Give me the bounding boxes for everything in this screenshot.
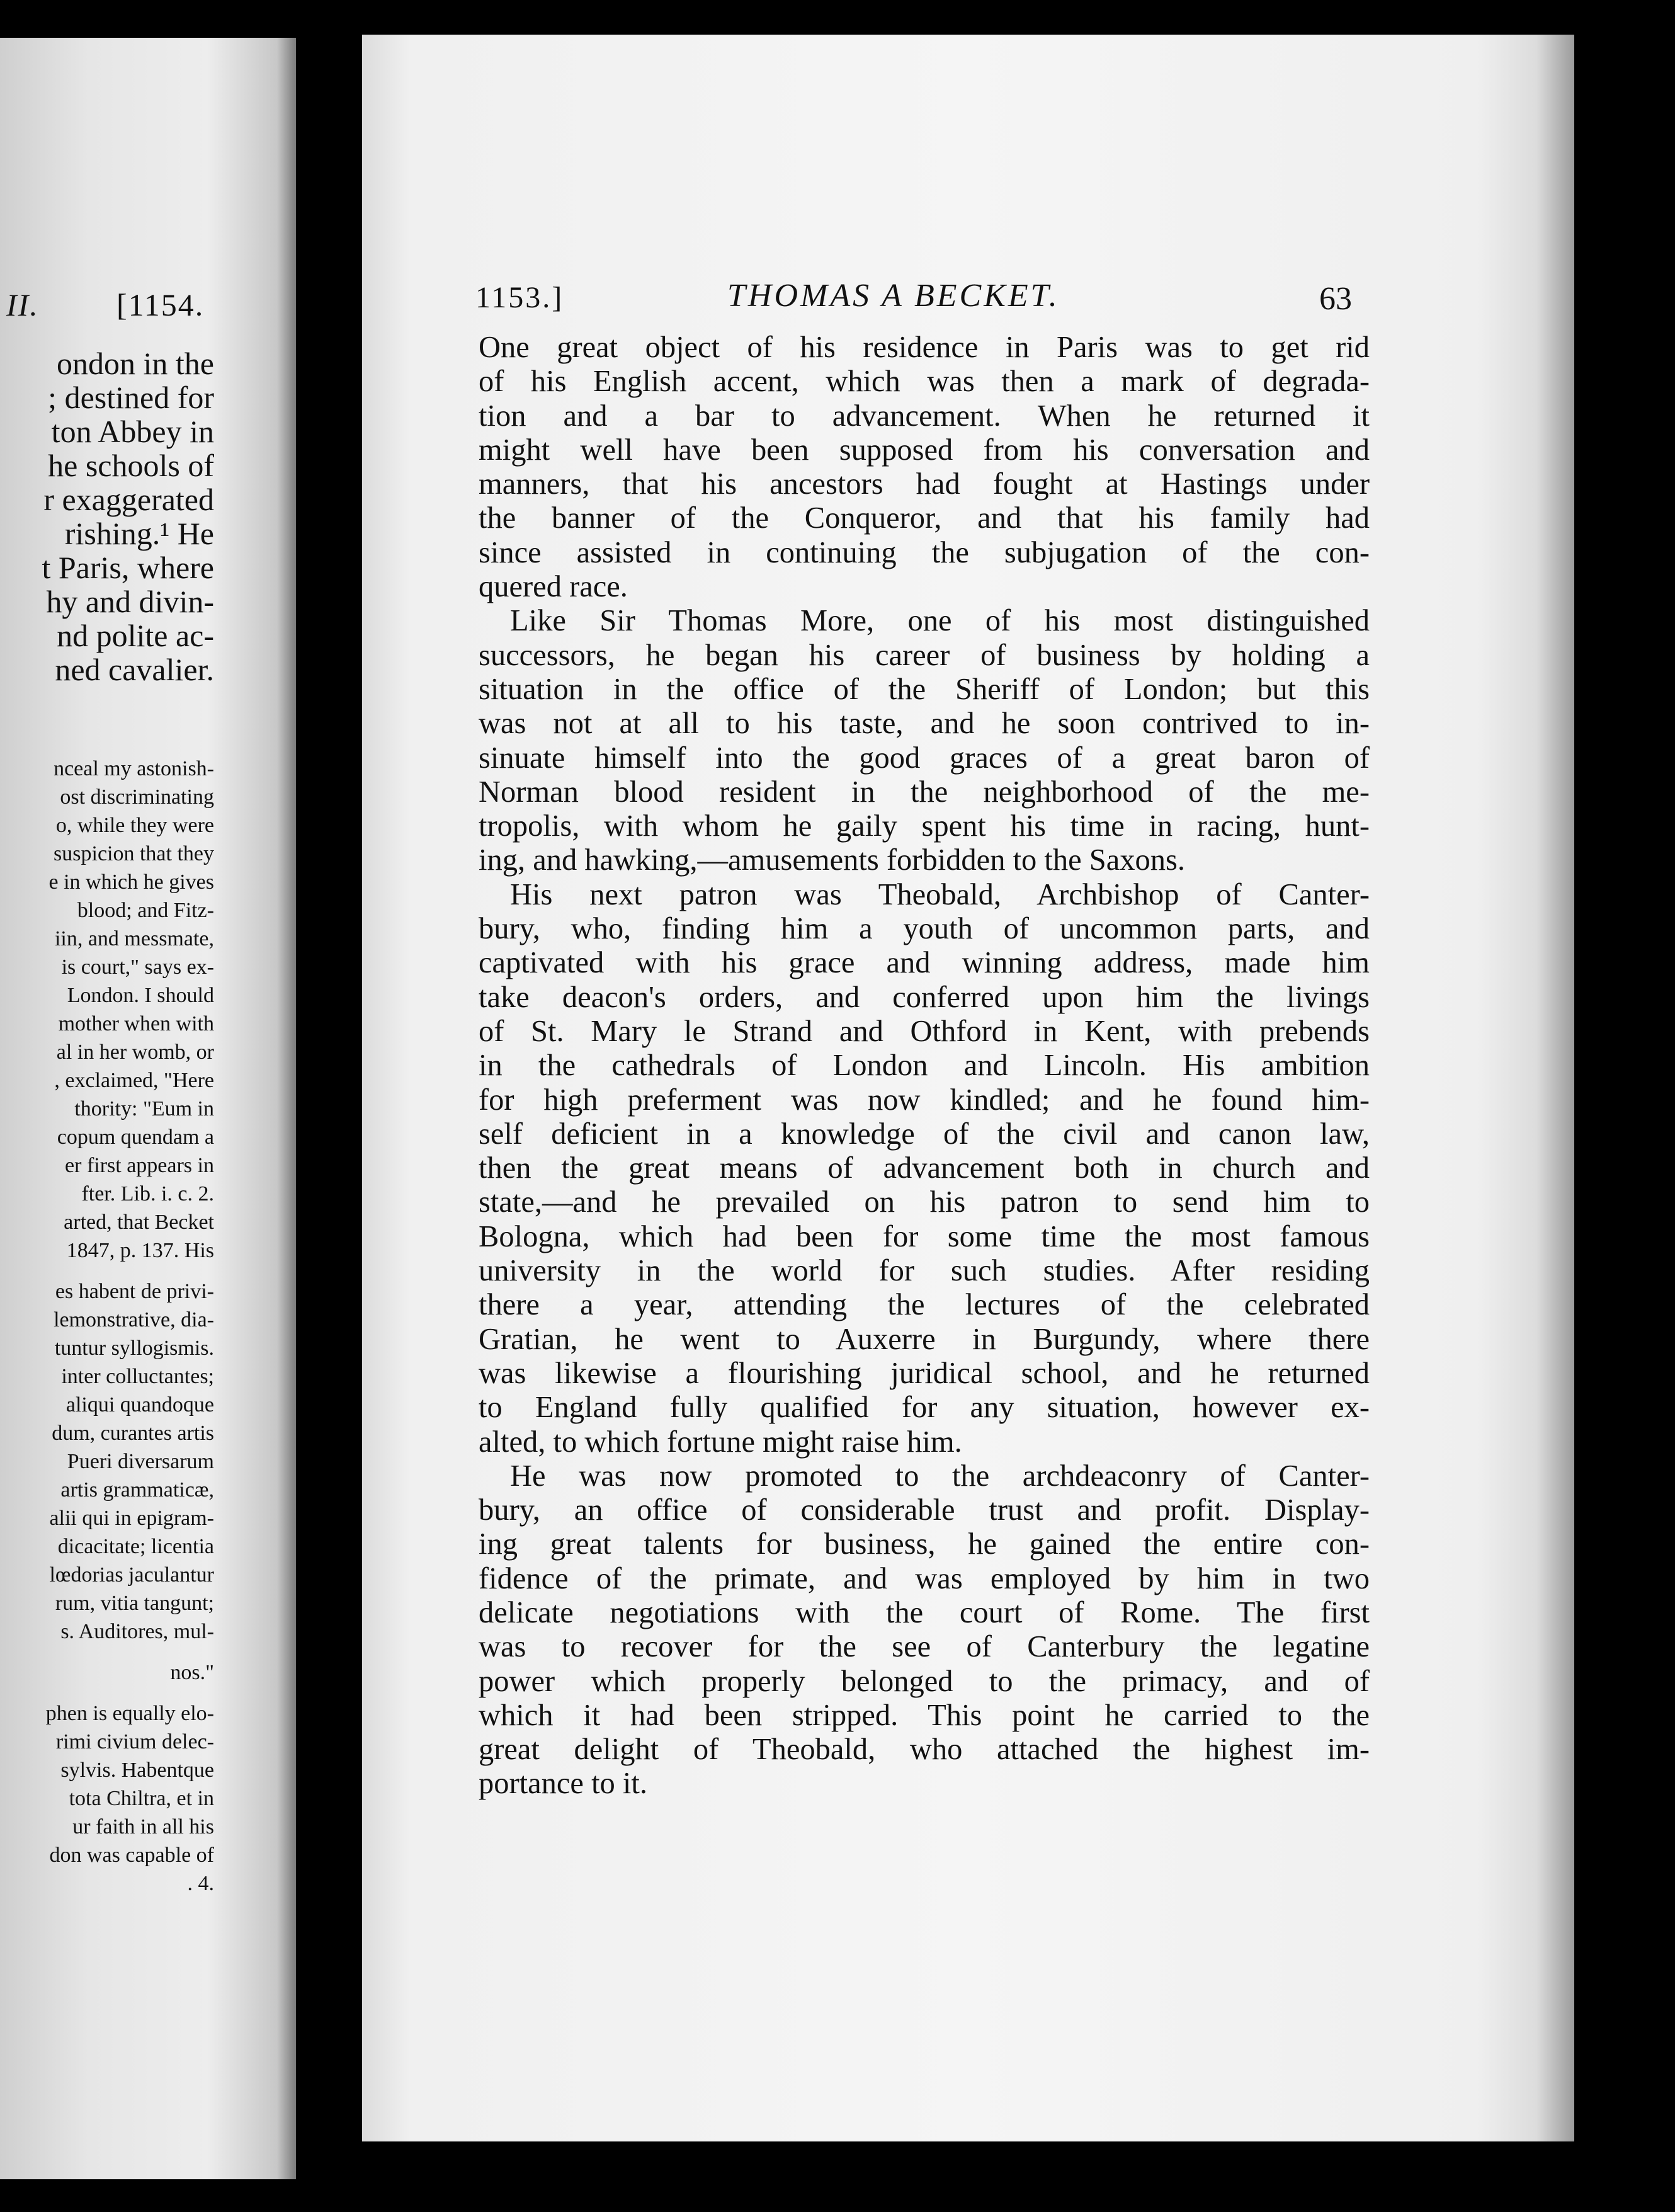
footnote-gap bbox=[0, 1646, 214, 1658]
text-line: fidence of the primate, and was employed by him in two bbox=[479, 1561, 1370, 1595]
footnote-gap bbox=[0, 1265, 214, 1277]
text-line: manners, that his ancestors had fought at Hastings under bbox=[479, 467, 1370, 501]
text-line: Bologna, which had been for some time the most famous bbox=[479, 1219, 1370, 1253]
left-footnote-line: , exclaimed, "Here bbox=[54, 1069, 214, 1092]
left-footnote-line: fter. Lib. i. c. 2. bbox=[81, 1182, 214, 1206]
text-line: His next patron was Theobald, Archbishop of Canter- bbox=[510, 877, 1370, 911]
left-footnote-line: rimi civium delec- bbox=[55, 1730, 214, 1753]
left-footnote-line: alii qui in epigram- bbox=[49, 1507, 214, 1530]
left-footnote-line: sylvis. Habentque bbox=[60, 1759, 214, 1782]
left-footnote-line: phen is equally elo- bbox=[45, 1702, 214, 1725]
left-body-text bbox=[0, 346, 214, 687]
text-line: bury, an office of considerable trust and profit. Display- bbox=[479, 1493, 1370, 1527]
left-footnote-line: blood; and Fitz- bbox=[77, 899, 214, 922]
right-page bbox=[362, 35, 1574, 2141]
text-line: to England fully qualified for any situation, however ex- bbox=[479, 1391, 1370, 1425]
text-line: there a year, attending the lectures of the celebrated bbox=[479, 1288, 1370, 1322]
text-line: He was now promoted to the archdeaconry of Canter- bbox=[510, 1459, 1370, 1493]
text-line: ing great talents for business, he gained the entire con- bbox=[479, 1527, 1370, 1561]
left-footnote-line: copum quendam a bbox=[57, 1126, 214, 1149]
left-footnote-line: 1847, p. 137. His bbox=[66, 1239, 214, 1262]
left-footnote-line: London. I should bbox=[67, 984, 214, 1007]
text-line: Like Sir Thomas More, one of his most distinguished bbox=[510, 604, 1370, 638]
left-footnote-line: tuntur syllogismis. bbox=[54, 1337, 214, 1360]
text-line: situation in the office of the Sheriff of London; but this bbox=[479, 672, 1370, 706]
text-line: which it had been stripped. This point he carried to the bbox=[479, 1698, 1370, 1732]
left-footnote-line: ost discriminating bbox=[60, 785, 214, 809]
left-footnote-line: inter colluctantes; bbox=[61, 1365, 214, 1388]
text-line: of his English accent, which was then a mark of degrada- bbox=[479, 365, 1370, 399]
left-footnote-line: e in which he gives bbox=[48, 870, 214, 894]
text-line: was to recover for the see of Canterbury the legatine bbox=[479, 1630, 1370, 1664]
left-body-line: he schools of bbox=[48, 448, 214, 483]
right-page-edge-shadow bbox=[1536, 35, 1574, 2141]
left-footnote-line: aliqui quandoque bbox=[65, 1393, 214, 1417]
body-text bbox=[479, 331, 1370, 1801]
left-body-line: ton Abbey in bbox=[51, 414, 214, 449]
text-line: since assisted in continuing the subjugation of the con- bbox=[479, 535, 1370, 569]
running-head-year: 1153.] bbox=[475, 281, 564, 314]
left-running-head-year: [1154. bbox=[116, 287, 205, 322]
text-line: Norman blood resident in the neighborhood of the me- bbox=[479, 775, 1370, 809]
left-footnote-line: Pueri diversarum bbox=[67, 1450, 214, 1473]
left-footnote-line: s. Auditores, mul- bbox=[60, 1620, 214, 1643]
text-line: of St. Mary le Strand and Othford in Kent, with prebends bbox=[479, 1014, 1370, 1048]
left-footnote-line: arted, that Becket bbox=[64, 1211, 214, 1234]
text-line: for high preferment was now kindled; and he found him- bbox=[479, 1083, 1370, 1117]
left-body-line: hy and divin- bbox=[46, 584, 214, 619]
left-footnote-line: is court," says ex- bbox=[61, 955, 214, 979]
text-line: take deacon's orders, and conferred upon him the livings bbox=[479, 980, 1370, 1014]
left-running-head-title: II. bbox=[6, 287, 39, 322]
left-footnote-line: mother when with bbox=[58, 1012, 214, 1035]
text-line: quered race. bbox=[479, 570, 628, 604]
text-line: ing, and hawking,—amusements forbidden to the Saxons. bbox=[479, 843, 1186, 877]
left-body-line: ned cavalier. bbox=[55, 652, 214, 687]
footnote-gap bbox=[0, 1687, 214, 1699]
left-footnote-line: lœdorias jaculantur bbox=[49, 1563, 214, 1587]
text-line: bury, who, finding him a youth of uncommon parts, and bbox=[479, 912, 1370, 946]
text-line: captivated with his grace and winning address, made him bbox=[479, 946, 1370, 980]
text-line: tion and a bar to advancement. When he returned it bbox=[479, 399, 1370, 433]
left-footnote-line: . 4. bbox=[187, 1872, 214, 1895]
left-body-line: ondon in the bbox=[57, 346, 214, 381]
text-line: tropolis, with whom he gaily spent his time in racing, hunt- bbox=[479, 809, 1370, 843]
text-line: the banner of the Conqueror, and that his family had bbox=[479, 501, 1370, 535]
text-line: portance to it. bbox=[479, 1767, 648, 1801]
left-body-line: r exaggerated bbox=[43, 482, 214, 517]
left-footnote-line: iin, and messmate, bbox=[54, 927, 214, 950]
text-line: in the cathedrals of London and Lincoln. His ambition bbox=[479, 1049, 1370, 1083]
left-body-line: ; destined for bbox=[48, 380, 214, 415]
left-page-fragment bbox=[0, 38, 296, 2179]
text-line: was likewise a flourishing juridical school, and he returned bbox=[479, 1356, 1370, 1390]
left-footnote-line: lemonstrative, dia- bbox=[54, 1308, 214, 1331]
left-footnote-line: dicacitate; licentia bbox=[57, 1535, 214, 1558]
left-footnote-line: rum, vitia tangunt; bbox=[55, 1592, 214, 1615]
left-footnote-line: nceal my astonish- bbox=[54, 757, 214, 780]
text-line: then the great means of advancement both in church and bbox=[479, 1151, 1370, 1185]
text-line: might well have been supposed from his conversation and bbox=[479, 433, 1370, 467]
text-line: One great object of his residence in Paris was to get rid bbox=[479, 331, 1370, 364]
text-line: state,—and he prevailed on his patron to send him to bbox=[479, 1185, 1370, 1219]
left-footnote-line: nos." bbox=[170, 1661, 214, 1684]
text-line: successors, he began his career of business by holding a bbox=[479, 638, 1370, 672]
left-body-line: rishing.¹ He bbox=[64, 516, 214, 551]
text-line: power which properly belonged to the primacy, and of bbox=[479, 1664, 1370, 1698]
left-footnote-line: es habent de privi- bbox=[55, 1280, 214, 1303]
left-body-line: t Paris, where bbox=[42, 550, 214, 585]
running-head-title: THOMAS A BECKET. bbox=[727, 278, 1060, 314]
text-line: university in the world for such studies. After residing bbox=[479, 1254, 1370, 1288]
left-footnote-line: thority: "Eum in bbox=[74, 1097, 214, 1120]
text-line: was not at all to his taste, and he soon contrived to in- bbox=[479, 707, 1370, 741]
left-footnote-line: dum, curantes artis bbox=[52, 1422, 214, 1445]
text-line: self deficient in a knowledge of the civil and canon law, bbox=[479, 1117, 1370, 1151]
text-line: sinuate himself into the good graces of a great baron of bbox=[479, 741, 1370, 775]
left-page-gutter-shadow bbox=[277, 38, 296, 2179]
text-line: great delight of Theobald, who attached the highest im- bbox=[479, 1733, 1370, 1767]
page-number: 63 bbox=[1319, 281, 1352, 317]
text-line: alted, to which fortune might raise him. bbox=[479, 1425, 962, 1459]
left-footnote-line: ur faith in all his bbox=[72, 1815, 214, 1839]
left-footnote-line: o, while they were bbox=[55, 814, 214, 837]
left-footnote-line: al in her womb, or bbox=[56, 1040, 214, 1064]
left-footnotes bbox=[0, 755, 214, 1898]
left-footnote-line: suspicion that they bbox=[54, 842, 214, 865]
left-footnote-line: er first appears in bbox=[65, 1154, 214, 1177]
left-footnote-line: don was capable of bbox=[49, 1844, 214, 1867]
text-line: delicate negotiations with the court of Rome. The first bbox=[479, 1595, 1370, 1629]
left-footnote-line: artis grammaticæ, bbox=[60, 1478, 214, 1502]
left-footnote-line: tota Chiltra, et in bbox=[69, 1787, 214, 1810]
text-line: Gratian, he went to Auxerre in Burgundy, where there bbox=[479, 1322, 1370, 1356]
left-body-line: nd polite ac- bbox=[57, 618, 214, 653]
